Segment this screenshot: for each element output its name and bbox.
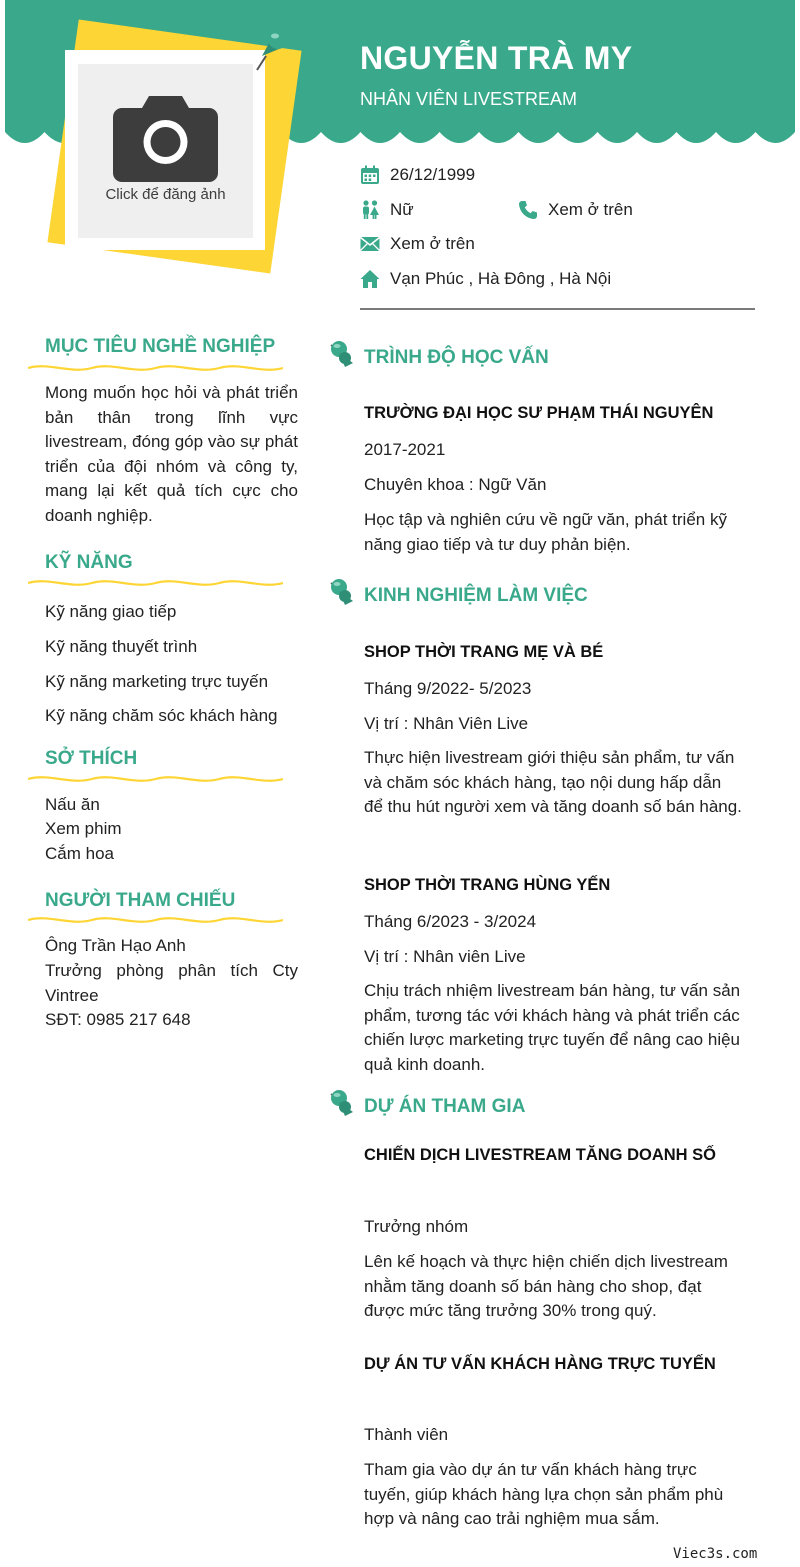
job-position: Vị trí : Nhân viên Live bbox=[364, 947, 526, 966]
job-description: Chịu trách nhiệm livestream bán hàng, tư vấn sản phẩm, tương tác với khách hàng và phát triển các chiến lược marketing trực tuyến để nâng cao hiệu quả kinh doanh. bbox=[364, 981, 741, 1074]
hobby-item: Cắm hoa bbox=[45, 844, 114, 863]
objective-heading: MỤC TIÊU NGHỀ NGHIỆP bbox=[45, 336, 276, 357]
photo-upload-label: Click để đăng ảnh bbox=[105, 185, 226, 203]
project-role: Thành viên bbox=[364, 1425, 449, 1444]
education-major: Chuyên khoa : Ngữ Văn bbox=[364, 475, 547, 494]
hobby-item: Nấu ăn bbox=[45, 795, 100, 814]
contact-gender bbox=[360, 200, 414, 220]
contact-email bbox=[360, 234, 475, 254]
email-value: Xem ở trên bbox=[390, 234, 475, 253]
skills-heading: KỸ NĂNG bbox=[45, 552, 133, 573]
hobbies-underline bbox=[28, 773, 283, 785]
skill-item: Kỹ năng marketing trực tuyến bbox=[45, 672, 269, 691]
hobbies-heading: SỞ THÍCH bbox=[45, 748, 138, 769]
contact-birthday bbox=[360, 165, 475, 185]
photo-frame bbox=[65, 50, 265, 250]
reference-position: Trưởng phòng phân tích Cty Vintree bbox=[45, 961, 298, 1005]
gender-icon bbox=[360, 200, 380, 220]
job-position: Vị trí : Nhân Viên Live bbox=[364, 714, 529, 733]
job-description: Thực hiện livestream giới thiệu sản phẩm, tư vấn và chăm sóc khách hàng, tạo nội dung hấp dẫn để thu hút người xem và tăng doanh số bán hàng. bbox=[364, 748, 742, 816]
education-period: 2017-2021 bbox=[364, 440, 446, 459]
pushpin-icon bbox=[328, 1087, 356, 1117]
gender-value: Nữ bbox=[390, 200, 414, 219]
envelope-icon bbox=[360, 234, 380, 254]
objective-underline bbox=[28, 362, 283, 374]
upload-photo-button[interactable] bbox=[78, 64, 253, 238]
contact-divider bbox=[360, 308, 755, 310]
contact-address bbox=[360, 269, 611, 289]
home-icon bbox=[360, 269, 380, 289]
objective-text: Mong muốn học hỏi và phát triển bản thân trong lĩnh vực livestream, đóng góp vào sự phát triển của đội nhóm và công ty, mang lại kết quả tích cực cho doanh nghiệp. bbox=[45, 383, 298, 525]
reference-underline bbox=[28, 914, 283, 926]
calendar-icon bbox=[360, 165, 380, 185]
camera-icon bbox=[113, 90, 218, 182]
education-school: TRƯỜNG ĐẠI HỌC SƯ PHẠM THÁI NGUYÊN bbox=[364, 404, 714, 422]
reference-phone: SĐT: 0985 217 648 bbox=[45, 1010, 191, 1029]
phone-value: Xem ở trên bbox=[548, 200, 633, 219]
phone-icon bbox=[518, 200, 538, 220]
address-value: Vạn Phúc , Hà Đông , Hà Nội bbox=[390, 269, 612, 288]
skill-item: Kỹ năng giao tiếp bbox=[45, 602, 177, 621]
candidate-name: NGUYỄN TRÀ MY bbox=[360, 40, 633, 76]
pushpin-icon bbox=[248, 26, 290, 72]
skills-underline bbox=[28, 577, 283, 589]
project-name: CHIẾN DỊCH LIVESTREAM TĂNG DOANH SỐ bbox=[364, 1146, 717, 1164]
project-role: Trưởng nhóm bbox=[364, 1217, 469, 1236]
experience-heading: KINH NGHIỆM LÀM VIỆC bbox=[364, 585, 588, 606]
project-name: DỰ ÁN TƯ VẤN KHÁCH HÀNG TRỰC TUYẾN bbox=[364, 1355, 716, 1373]
reference-name: Ông Trần Hạo Anh bbox=[45, 936, 186, 955]
education-heading: TRÌNH ĐỘ HỌC VẤN bbox=[364, 347, 549, 368]
birthday-value: 26/12/1999 bbox=[390, 165, 476, 184]
watermark: Viec3s.com bbox=[673, 1546, 758, 1562]
pushpin-icon bbox=[328, 338, 356, 368]
contact-phone bbox=[518, 200, 633, 220]
skill-item: Kỹ năng thuyết trình bbox=[45, 637, 198, 656]
job-company: SHOP THỜI TRANG HÙNG YẾN bbox=[364, 876, 611, 894]
job-title: NHÂN VIÊN LIVESTREAM bbox=[360, 89, 578, 109]
education-description: Học tập và nghiên cứu về ngữ văn, phát triển kỹ năng giao tiếp và tư duy phản biện. bbox=[364, 510, 727, 554]
reference-heading: NGƯỜI THAM CHIẾU bbox=[45, 890, 236, 911]
job-company: SHOP THỜI TRANG MẸ VÀ BÉ bbox=[364, 643, 604, 661]
hobby-item: Xem phim bbox=[45, 819, 122, 838]
skill-item: Kỹ năng chăm sóc khách hàng bbox=[45, 706, 278, 725]
pushpin-icon bbox=[328, 576, 356, 606]
job-period: Tháng 9/2022- 5/2023 bbox=[364, 679, 532, 698]
photo-area bbox=[40, 28, 290, 273]
project-description: Lên kế hoạch và thực hiện chiến dịch livestream nhằm tăng doanh số bán hàng cho shop, đạt được mức tăng trưởng 30% trong quý. bbox=[364, 1252, 728, 1320]
job-period: Tháng 6/2023 - 3/2024 bbox=[364, 912, 537, 931]
projects-heading: DỰ ÁN THAM GIA bbox=[364, 1096, 526, 1117]
project-description: Tham gia vào dự án tư vấn khách hàng trực tuyến, giúp khách hàng lựa chọn sản phẩm phù hợp và nâng cao trải nghiệm mua sắm. bbox=[364, 1460, 724, 1528]
